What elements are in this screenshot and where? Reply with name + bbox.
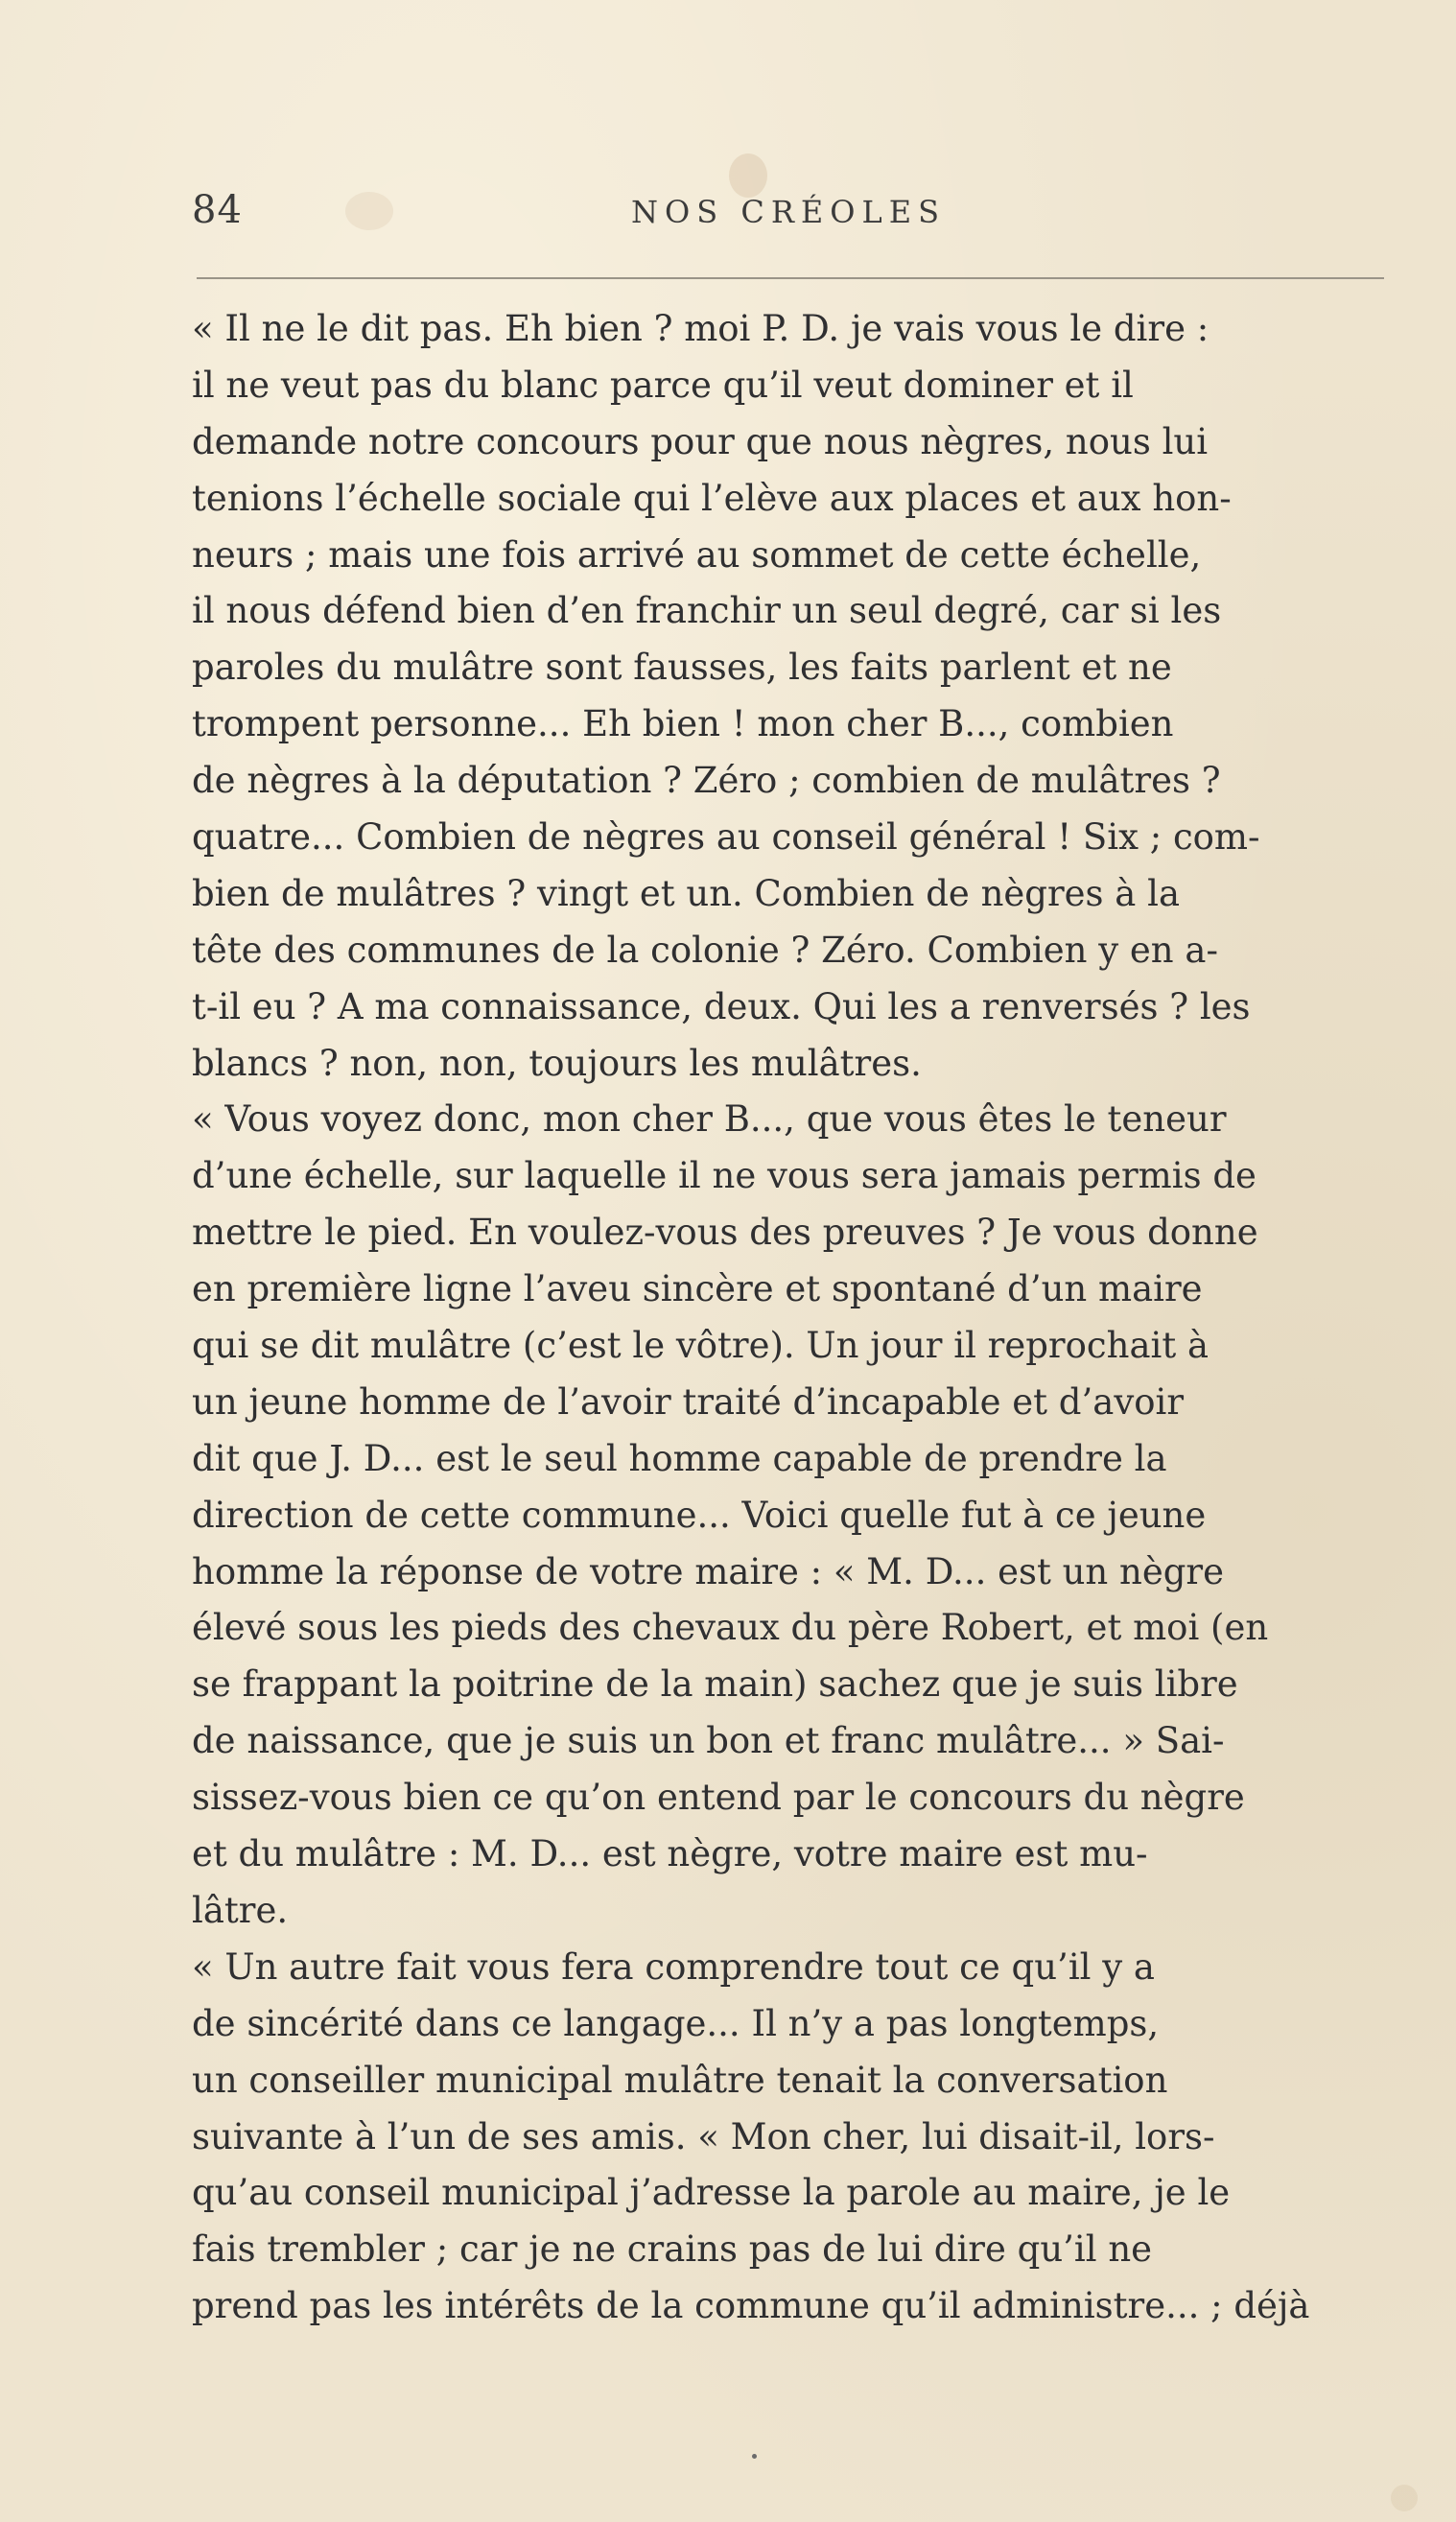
- text-line: tête des communes de la colonie ? Zéro. Combien y en a-: [192, 929, 1218, 971]
- text-line: homme la réponse de votre maire : « M. D... est un nègre: [192, 1550, 1225, 1592]
- text-line: et du mulâtre : M. D... est nègre, votre maire est mu-: [192, 1833, 1148, 1875]
- text-line: blancs ? non, non, toujours les mulâtres.: [192, 1042, 922, 1084]
- header-rule: [197, 277, 1384, 279]
- text-line: de nègres à la députation ? Zéro ; combien de mulâtres ?: [192, 760, 1221, 802]
- text-line: « Il ne le dit pas. Eh bien ? moi P. D. je vais vous le dire :: [192, 308, 1209, 349]
- text-line: fais trembler ; car je ne crains pas de lui dire qu’il ne: [192, 2228, 1153, 2271]
- text-line: dit que J. D... est le seul homme capable de prendre la: [192, 1437, 1167, 1479]
- body-text: [192, 301, 1381, 2335]
- text-line: un conseiller municipal mulâtre tenait la conversation: [192, 2059, 1168, 2101]
- text-line: mettre le pied. En voulez-vous des preuves ? Je vous donne: [192, 1212, 1258, 1254]
- text-line: trompent personne... Eh bien ! mon cher B..., combien: [192, 703, 1174, 745]
- paper-stain: [1391, 2485, 1418, 2511]
- text-line: lâtre.: [192, 1889, 289, 1931]
- text-line: qu’au conseil municipal j’adresse la parole au maire, je le: [192, 2172, 1231, 2214]
- text-line: élevé sous les pieds des chevaux du père Robert, et moi (en: [192, 1607, 1269, 1649]
- text-line: t-il eu ? A ma connaissance, deux. Qui les a renversés ? les: [192, 985, 1251, 1027]
- text-line: suivante à l’un de ses amis. « Mon cher, lui disait-il, lors-: [192, 2115, 1215, 2157]
- text-line: il nous défend bien d’en franchir un seul degré, car si les: [192, 590, 1222, 632]
- text-line: « Un autre fait vous fera comprendre tout ce qu’il y a: [192, 1945, 1155, 1988]
- page-speck: [752, 2454, 757, 2459]
- text-line: « Vous voyez donc, mon cher B..., que vous êtes le teneur: [192, 1098, 1227, 1141]
- text-line: d’une échelle, sur laquelle il ne vous sera jamais permis de: [192, 1155, 1256, 1197]
- text-line: de sincérité dans ce langage... Il n’y a pas longtemps,: [192, 2002, 1160, 2044]
- text-line: neurs ; mais une fois arrivé au sommet de cette échelle,: [192, 533, 1202, 576]
- text-line: se frappant la poitrine de la main) sachez que je suis libre: [192, 1663, 1238, 1706]
- text-line: demande notre concours pour que nous nègres, nous lui: [192, 420, 1209, 462]
- text-line: direction de cette commune... Voici quelle fut à ce jeune: [192, 1494, 1207, 1536]
- text-line: paroles du mulâtre sont fausses, les faits parlent et ne: [192, 647, 1172, 689]
- text-line: sissez-vous bien ce qu’on entend par le concours du nègre: [192, 1777, 1245, 1819]
- running-head: [192, 188, 1381, 246]
- text-line: qui se dit mulâtre (c’est le vôtre). Un jour il reprochait à: [192, 1325, 1209, 1367]
- page-number: 84: [192, 188, 243, 232]
- text-line: un jeune homme de l’avoir traité d’incapable et d’avoir: [192, 1380, 1185, 1423]
- text-line: en première ligne l’aveu sincère et spontané d’un maire: [192, 1268, 1203, 1310]
- text-line: quatre... Combien de nègres au conseil général ! Six ; com-: [192, 816, 1260, 859]
- text-line: de naissance, que je suis un bon et franc mulâtre... » Sai-: [192, 1720, 1225, 1762]
- running-title: NOS CRÉOLES: [631, 194, 947, 230]
- text-line: bien de mulâtres ? vingt et un. Combien de nègres à la: [192, 872, 1181, 914]
- text-line: tenions l’échelle sociale qui l’elève aux places et aux hon-: [192, 477, 1232, 519]
- text-line: prend pas les intérêts de la commune qu’il administre... ; déjà: [192, 2285, 1310, 2327]
- text-line: il ne veut pas du blanc parce qu’il veut dominer et il: [192, 364, 1134, 406]
